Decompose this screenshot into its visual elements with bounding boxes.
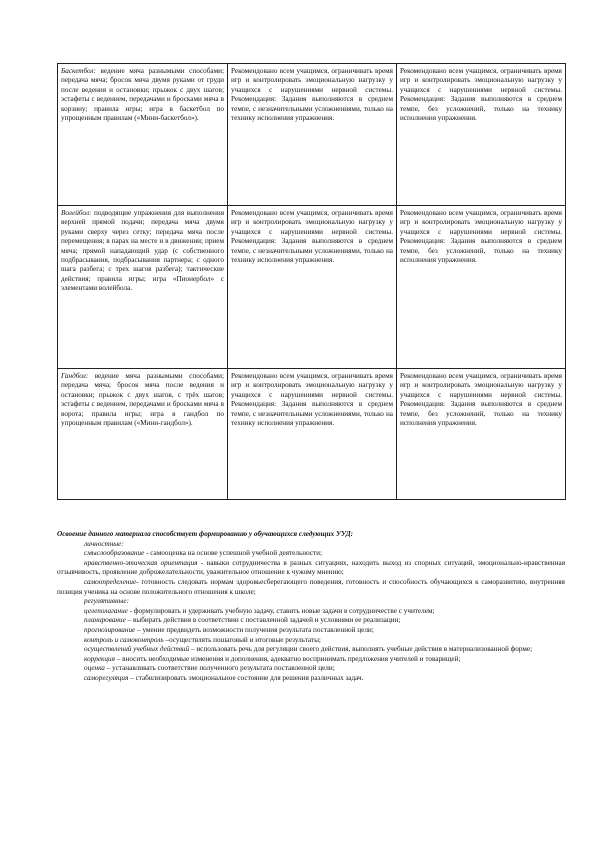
uud-term: осуществлений учебных действий: [84, 645, 190, 654]
sport-name: Баскетбол:: [61, 67, 96, 75]
uud-item: [57, 616, 565, 626]
uud-term: нравственно-этическая ориентация: [84, 558, 198, 567]
table-row: [58, 64, 566, 206]
uud-item: [57, 559, 565, 578]
uud-text: - навыки сотрудничества в разных ситуациях, находить выход из спорных ситуаций, эмоционально-нравственная отзывчивость, проявление доброжелательности, уважительное отношение к чужому мнению;: [57, 558, 565, 577]
uud-item: [57, 674, 565, 684]
uud-text: – устанавливать соответствие полученного результата поставленной цели;: [104, 664, 335, 673]
uud-text: – стабилизировать эмоциональное состояние для решения различных задач.: [128, 673, 364, 682]
uud-item: [57, 626, 565, 636]
table-row: [58, 369, 566, 500]
table-row: [58, 206, 566, 369]
sport-name: Волейбол:: [61, 209, 92, 217]
table-cell-content: [58, 369, 228, 500]
table-cell-recommendation: Рекомендовано всем учащимся, ограничивать время игр и контролировать эмоциональную нагрузку у учащихся с нарушениями нервной системы. Рекомендация: Задания выполняются в среднем темпе, с незначительными усложнениями, только на технику исполнения упражнения.: [228, 206, 397, 369]
regulatory-label: регулятивные:: [84, 597, 129, 606]
uud-text: – вносить необходимые изменения и дополнения, адекватно воспринимать предложения учителей и товарищей;: [114, 654, 461, 663]
uud-term: коррекция: [84, 654, 115, 663]
uud-text: - готовность следовать нормам здоровьесберегающего поведения, готовность и способность обучающихся к саморазвитию, внутренняя позиция ученика на основе положительного отношения к школе;: [57, 577, 565, 596]
uud-term: планирование: [84, 616, 126, 625]
table-cell-recommendation: Рекомендовано всем учащимся, ограничивать время игр и контролировать эмоциональную нагрузку у учащихся с нарушениями нервной системы. Рекомендация: Задания выполняются в среднем темпе, без усложнений, только на технику исполнения упражнения.: [397, 369, 566, 500]
uud-item: [57, 607, 565, 617]
uud-text: – умение предвидеть возможности получения результата поставленной цели;: [135, 625, 374, 634]
uud-term: контроль и самоконтроль: [84, 635, 164, 644]
table-cell-content: [58, 206, 228, 369]
uud-term: прогнозирование: [84, 625, 136, 634]
uud-section: [57, 530, 565, 684]
uud-term: самоопределение: [84, 577, 137, 586]
table-cell-recommendation: Рекомендовано всем учащимся, ограничивать время игр и контролировать эмоциональную нагрузку у учащихся с нарушениями нервной системы. Рекомендация: Задания выполняются в среднем темпе, с незначительными усложнениями, только на технику исполнения упражнения.: [228, 369, 397, 500]
table-cell-recommendation: Рекомендовано всем учащимся, ограничивать время игр и контролировать эмоциональную нагрузку у учащихся с нарушениями нервной системы. Рекомендация: Задания выполняются в среднем темпе, без усложнений, только на технику исполнения упражнения.: [397, 206, 566, 369]
uud-item: [57, 549, 565, 559]
table-cell-recommendation: Рекомендовано всем учащимся, ограничивать время игр и контролировать эмоциональную нагрузку у учащихся с нарушениями нервной системы. Рекомендация: Задания выполняются в среднем темпе, без усложнений, только на технику исполнения упражнения.: [397, 64, 566, 206]
uud-item: [57, 636, 565, 646]
content-text: подводящие упражнения для выполнения верхней прямой подачи; передача мяча двумя руками сверху через сетку; передача мяча после перемещения; в парах на месте и в движении; прием мяча; прямой нападающий удар (с собственного подбрасывания, подбрасывания партнера; с одного шага разбега; с трех шагов разбега); тактические действия; правила игры; игра «Пионербол» с элементами волейбола.: [61, 209, 224, 293]
uud-item: [57, 645, 565, 655]
uud-text: – выбирать действия в соответствии с поставленной задачей и условиями ее реализации;: [125, 616, 401, 625]
uud-item: [57, 664, 565, 674]
uud-term: саморегуляция: [84, 673, 129, 682]
uud-term: целеполагание: [84, 606, 128, 615]
recommendations-table: [57, 63, 566, 500]
uud-term: оценка: [84, 664, 105, 673]
uud-term: смыслообразование: [84, 549, 145, 558]
uud-text: - формулировать и удерживать учебную задачу, ставить новые задачи в сотрудничестве с учителем;: [127, 606, 435, 615]
uud-text: –осуществлять пошаговый и итоговые результаты;: [163, 635, 321, 644]
uud-intro: Освоение данного материала способствует формированию у обучающихся следующих УУД:: [57, 530, 354, 538]
personal-label: личностные:: [84, 539, 124, 548]
content-text: ведение мяча разнымыми способами; передача мяча; бросок мяча после ведения и остановки; прыжок с двух шагов, с трёх шагов; эстафеты с ведением, передачами и бросками мяча в ворота; правила игры; игра в гандбол по упрощенным правилам («Мини-гандбол»).: [61, 372, 224, 428]
sport-name: Гандбол:: [61, 372, 89, 380]
table-cell-recommendation: Рекомендовано всем учащимся, ограничивать время игр и контролировать эмоциональную нагрузку у учащихся с нарушениями нервной системы. Рекомендация: Задания выполняются в среднем темпе, с незначительными усложнениями, только на технику исполнения упражнения.: [228, 64, 397, 206]
uud-text: - самооценка на основе успешной учебной деятельности;: [144, 549, 323, 558]
uud-item: [57, 655, 565, 665]
content-text: ведение мяча разнымыми способами; передача мяча; бросок мяча двумя руками от груди после ведения и остановки; прыжок с двух шагов; эстафеты с ведением, передачами и бросками мяча в корзину; правила игры; игра в баскетбол по упрощенным правилам («Мини-баскетбол»).: [61, 67, 224, 123]
uud-item: [57, 578, 565, 597]
table-cell-content: [58, 64, 228, 206]
uud-text: – использовать речь для регуляции своего действия, выполнять учебные действия в материализованной форме;: [189, 645, 533, 654]
